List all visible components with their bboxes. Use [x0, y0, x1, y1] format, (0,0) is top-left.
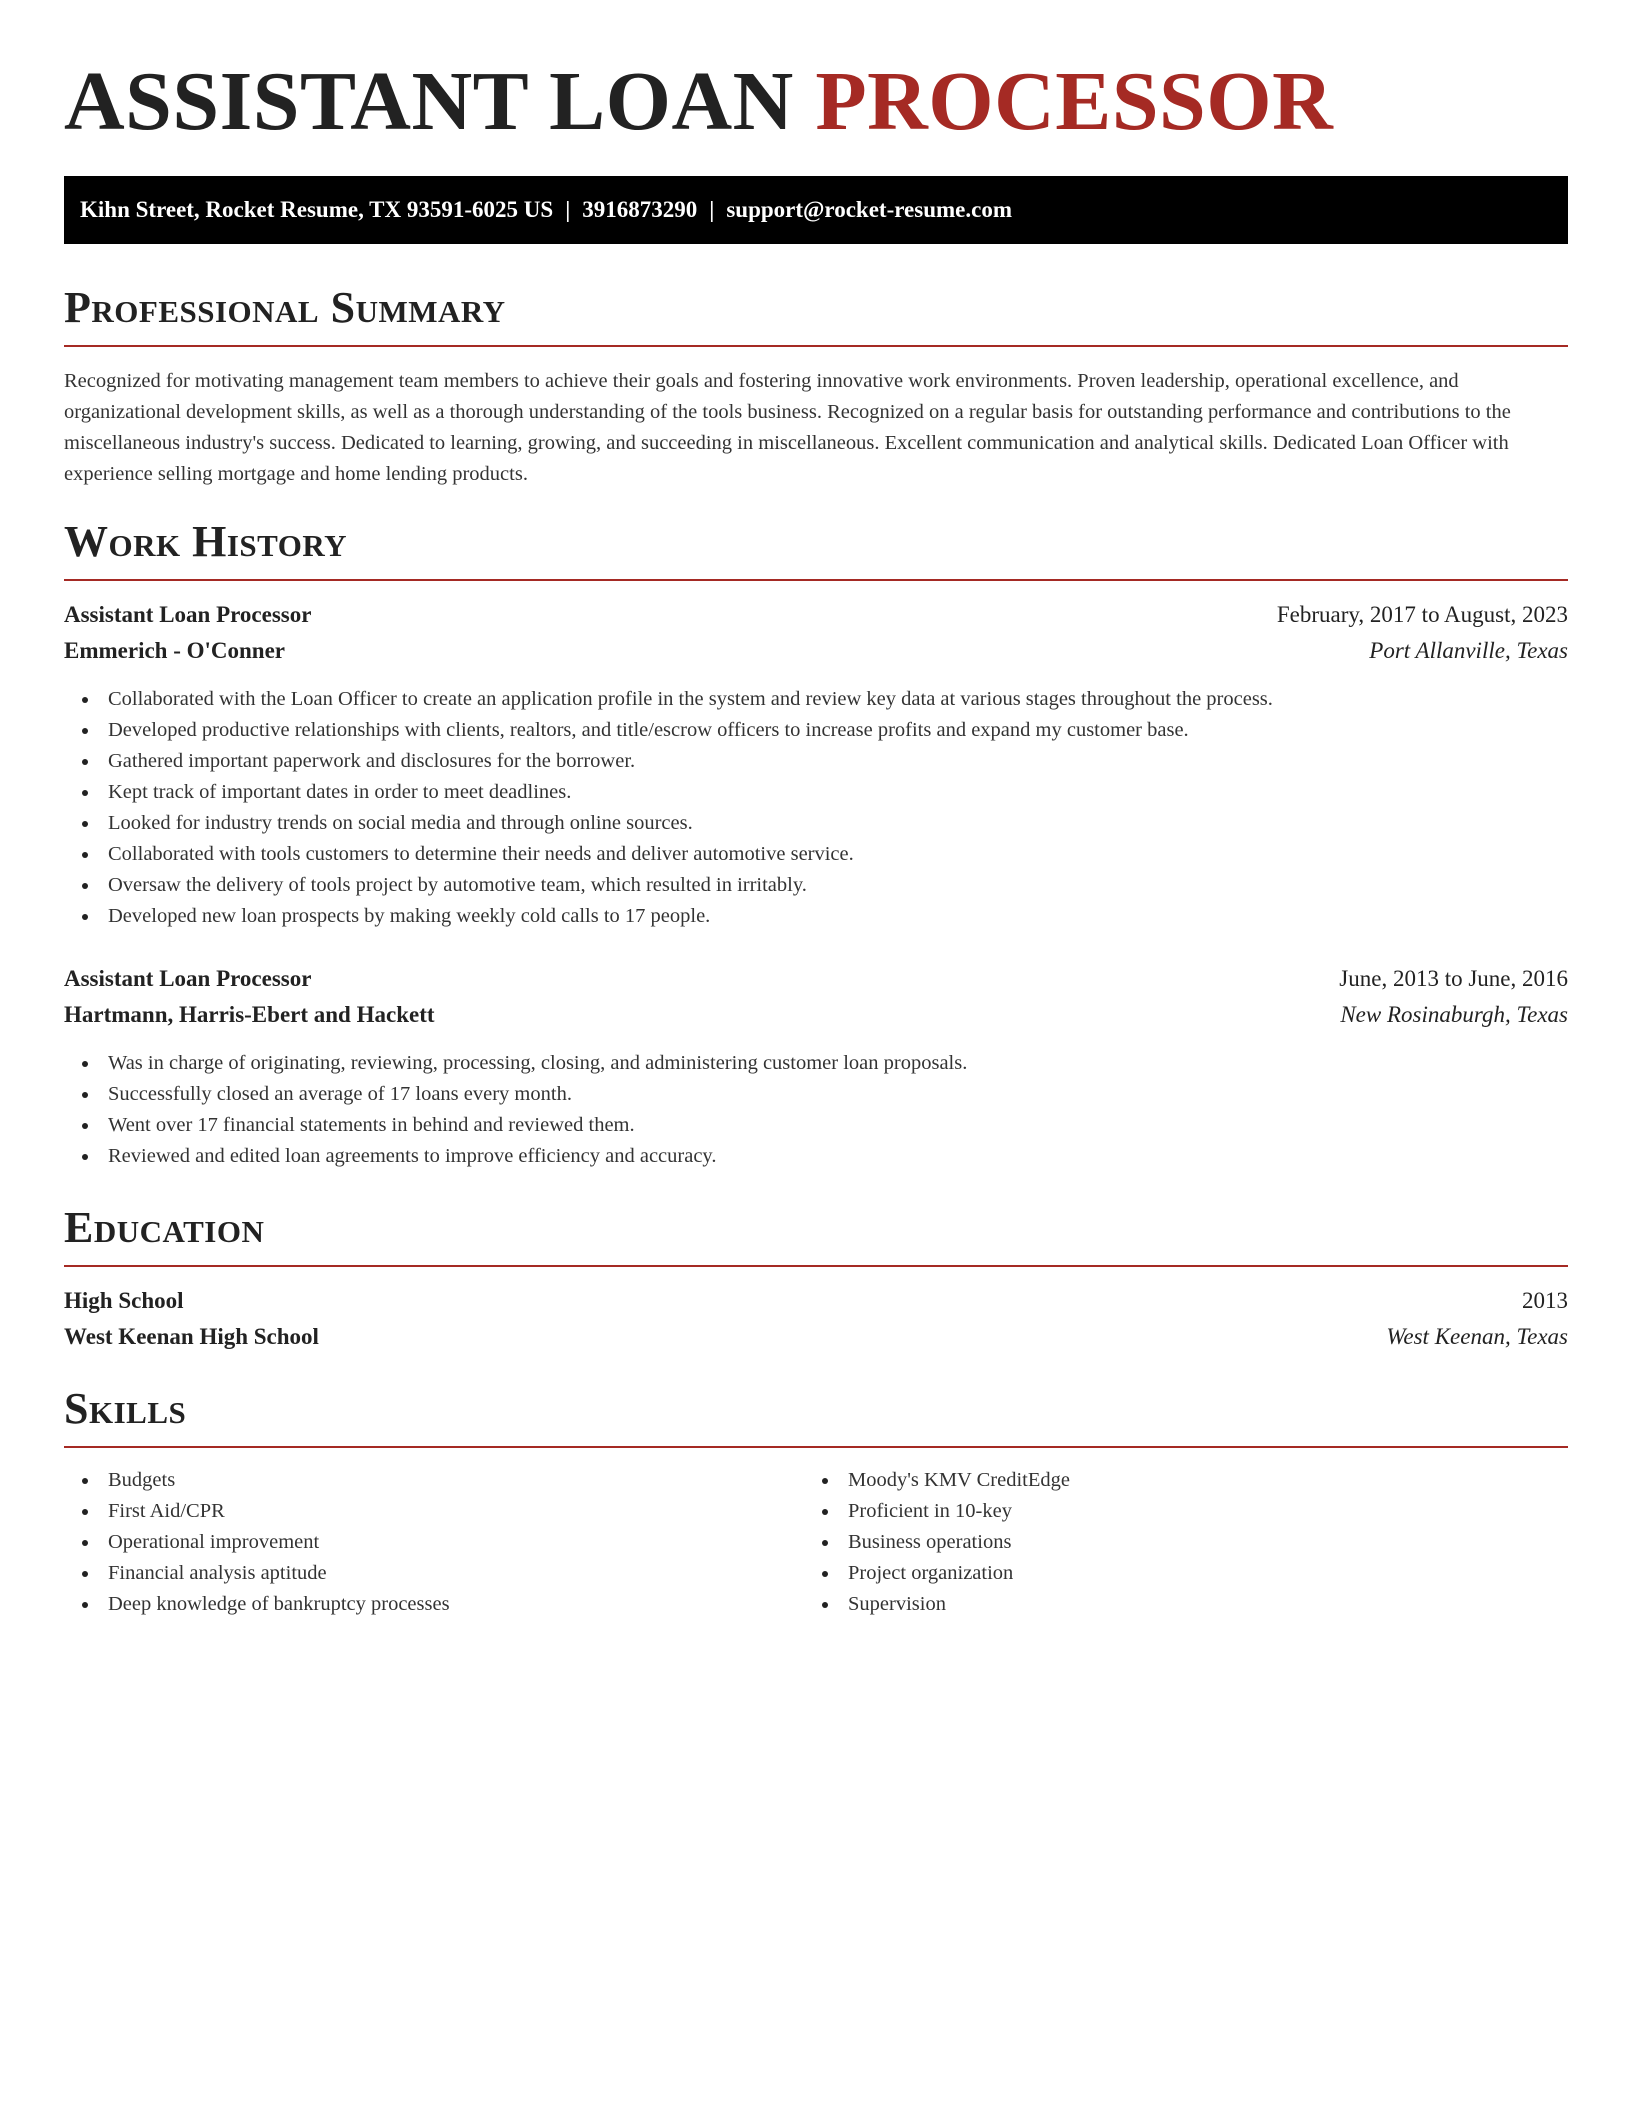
- job-location: New Rosinaburgh, Texas: [1340, 1002, 1568, 1027]
- job-duty: Went over 17 financial statements in behind and reviewed them.: [64, 1110, 967, 1141]
- job-duty: Oversaw the delivery of tools project by automotive team, which resulted in irritably.: [64, 870, 1273, 901]
- job-duty: Collaborated with tools customers to determine their needs and deliver automotive service.: [64, 839, 1273, 870]
- skill-item: Business operations: [804, 1527, 1070, 1558]
- job-duties-list: [64, 1048, 967, 1172]
- job-company-row: [64, 998, 1568, 1032]
- skills-list-left: [64, 1465, 450, 1620]
- job-duties-list: [64, 684, 1273, 932]
- summary-text: Recognized for motivating management team members to achieve their goals and fostering innovative work environments. Proven leadership, operational excellence, and organizational development skills, as well as a thorough understanding of the tools business. Recognized on a regular basis for outstanding performance and contributions to the miscellaneous industry's success. Dedicated to learning, growing, and succeeding in miscellaneous. Excellent communication and analytical skills. Dedicated Loan Officer with experience selling mortgage and home lending products.: [64, 370, 1511, 485]
- contact-phone: 3916873290: [582, 197, 698, 222]
- job-duty: Developed productive relationships with clients, realtors, and title/escrow officers to increase profits and expand my customer base.: [64, 715, 1273, 746]
- job-duty: Developed new loan prospects by making weekly cold calls to 17 people.: [64, 901, 1273, 932]
- job-duty: Reviewed and edited loan agreements to improve efficiency and accuracy.: [64, 1141, 967, 1172]
- education-location: West Keenan, Texas: [1386, 1324, 1568, 1349]
- job-header-row: [64, 598, 1568, 632]
- job-duty: Successfully closed an average of 17 loans every month.: [64, 1079, 967, 1110]
- skill-item: Project organization: [804, 1558, 1070, 1589]
- skill-item: Deep knowledge of bankruptcy processes: [64, 1589, 450, 1620]
- job-header-row: [64, 962, 1568, 996]
- skills-list-right: [804, 1465, 1070, 1620]
- section-divider: [64, 1265, 1568, 1267]
- job-dates: February, 2017 to August, 2023: [1276, 602, 1568, 627]
- education-school-row: [64, 1320, 1568, 1354]
- job-company: Emmerich - O'Conner: [64, 638, 286, 663]
- job-dates: June, 2013 to June, 2016: [1339, 966, 1568, 991]
- skill-item: Financial analysis aptitude: [64, 1558, 450, 1589]
- contact-bar: [64, 176, 1568, 244]
- contact-separator: |: [565, 197, 571, 222]
- section-divider: [64, 579, 1568, 581]
- section-divider: [64, 345, 1568, 347]
- resume-title: [64, 52, 1333, 152]
- education-degree: High School: [64, 1288, 184, 1313]
- job-duty: Kept track of important dates in order to meet deadlines.: [64, 777, 1273, 808]
- job-company-row: [64, 634, 1568, 668]
- job-title: Assistant Loan Processor: [64, 966, 312, 991]
- education-year: 2013: [1522, 1288, 1568, 1313]
- skill-item: Proficient in 10-key: [804, 1496, 1070, 1527]
- job-duty: Was in charge of originating, reviewing, processing, closing, and administering customer loan proposals.: [64, 1048, 967, 1079]
- contact-separator: |: [709, 197, 715, 222]
- education-heading: Education: [64, 1203, 265, 1252]
- skill-item: Budgets: [64, 1465, 450, 1496]
- skills-heading: Skills: [64, 1384, 187, 1433]
- job-duty: Looked for industry trends on social media and through online sources.: [64, 808, 1273, 839]
- job-location: Port Allanville, Texas: [1369, 638, 1568, 663]
- job-title: Assistant Loan Processor: [64, 602, 312, 627]
- title-part-2: PROCESSOR: [815, 55, 1334, 148]
- contact-address: Kihn Street, Rocket Resume, TX 93591-6025 US: [80, 197, 554, 222]
- job-company: Hartmann, Harris-Ebert and Hackett: [64, 1002, 435, 1027]
- summary-heading: Professional Summary: [64, 283, 506, 332]
- job-duty: Collaborated with the Loan Officer to create an application profile in the system and review key data at various stages throughout the process.: [64, 684, 1273, 715]
- education-row: [64, 1284, 1568, 1318]
- skill-item: First Aid/CPR: [64, 1496, 450, 1527]
- skill-item: Moody's KMV CreditEdge: [804, 1465, 1070, 1496]
- skill-item: Operational improvement: [64, 1527, 450, 1558]
- education-school: West Keenan High School: [64, 1324, 319, 1349]
- contact-email: support@rocket-resume.com: [726, 197, 1012, 222]
- job-duty: Gathered important paperwork and disclosures for the borrower.: [64, 746, 1273, 777]
- skill-item: Supervision: [804, 1589, 1070, 1620]
- section-divider: [64, 1446, 1568, 1448]
- work-history-heading: Work History: [64, 517, 348, 566]
- title-part-1: ASSISTANT LOAN: [64, 55, 794, 148]
